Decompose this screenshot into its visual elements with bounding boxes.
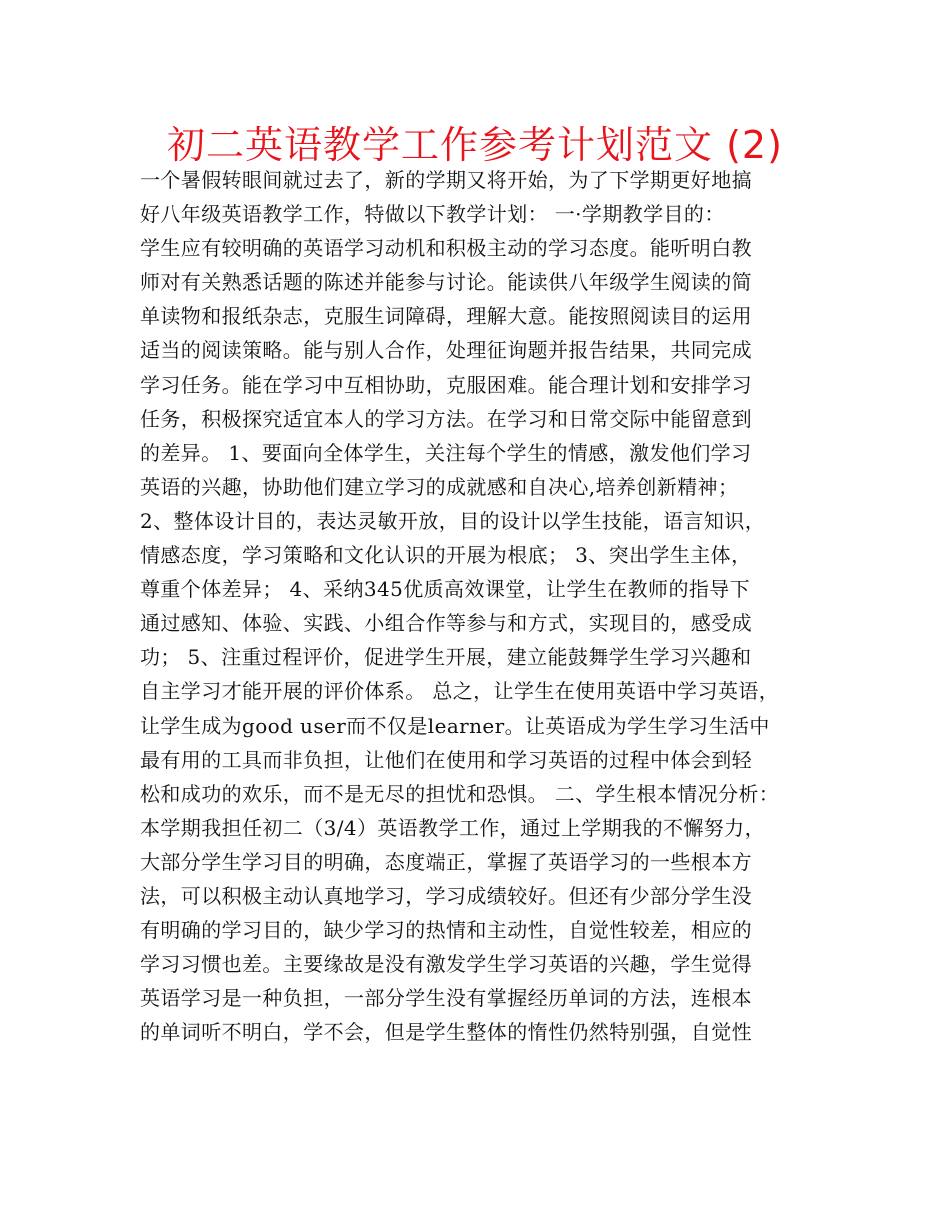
paragraph-line: 情感态度，学习策略和文化认识的开展为根底； 3、突出学生主体， bbox=[140, 543, 752, 568]
paragraph-line: 学习习惯也差。主要缘故是没有激发学生学习英语的兴趣，学生觉得 bbox=[140, 952, 752, 977]
paragraph-line: 法，可以积极主动认真地学习，学习成绩较好。但还有少部分学生没 bbox=[140, 883, 752, 908]
paragraph-line: 任务，积极探究适宜本人的学习方法。在学习和日常交际中能留意到 bbox=[140, 406, 752, 431]
paragraph-line: 本学期我担任初二（3/4）英语教学工作，通过上学期我的不懈努力， bbox=[140, 815, 765, 840]
paragraph-line: 一个暑假转眼间就过去了，新的学期又将开始，为了下学期更好地搞 bbox=[140, 168, 752, 192]
paragraph-line: 最有用的工具而非负担，让他们在使用和学习英语的过程中体会到轻 bbox=[140, 747, 752, 772]
paragraph-line: 好八年级英语教学工作，特做以下教学计划： 一·学期教学目的： bbox=[140, 202, 725, 227]
paragraph-line: 自主学习才能开展的评价体系。 总之，让学生在使用英语中学习英语， bbox=[140, 679, 780, 704]
paragraph-line: 师对有关熟悉话题的陈述并能参与讨论。能读供八年级学生阅读的简 bbox=[140, 270, 752, 295]
paragraph-line: 功； 5、注重过程评价，促进学生开展，建立能鼓舞学生学习兴趣和 bbox=[140, 645, 752, 670]
paragraph-line: 大部分学生学习目的明确，态度端正，掌握了英语学习的一些根本方 bbox=[140, 849, 752, 874]
paragraph-line: 的差异。 1、要面向全体学生，关注每个学生的情感，激发他们学习 bbox=[140, 440, 752, 465]
paragraph-line: 英语的兴趣，协助他们建立学习的成就感和自决心,培养创新精神； bbox=[140, 474, 739, 499]
paragraph-line: 让学生成为good user而不仅是learner。让英语成为学生学习生活中 bbox=[140, 713, 770, 738]
document-body bbox=[140, 163, 820, 1049]
paragraph-line: 学生应有较明确的英语学习动机和积极主动的学习态度。能听明白教 bbox=[140, 236, 752, 261]
paragraph-line: 有明确的学习目的，缺少学习的热情和主动性，自觉性较差，相应的 bbox=[140, 918, 752, 943]
paragraph-line: 2、整体设计目的，表达灵敏开放，目的设计以学生技能，语言知识， bbox=[140, 508, 766, 533]
paragraph-line: 学习任务。能在学习中互相协助，克服困难。能合理计划和安排学习 bbox=[140, 372, 752, 397]
paragraph-line: 尊重个体差异； 4、采纳345优质高效课堂，让学生在教师的指导下 bbox=[140, 577, 751, 602]
paragraph-line: 英语学习是一种负担，一部分学生没有掌握经历单词的方法，连根本 bbox=[140, 986, 752, 1011]
document-title: 初二英语教学工作参考计划范文 (2) bbox=[167, 123, 783, 167]
paragraph-line: 适当的阅读策略。能与别人合作，处理征询题并报告结果，共同完成 bbox=[140, 338, 752, 363]
paragraph-line: 通过感知、体验、实践、小组合作等参与和方式，实现目的，感受成 bbox=[140, 611, 752, 636]
paragraph-line: 单读物和报纸杂志，克服生词障碍，理解大意。能按照阅读目的运用 bbox=[140, 304, 752, 329]
paragraph-line: 松和成功的欢乐，而不是无尽的担忧和恐惧。 二、学生根本情况分析： bbox=[140, 781, 780, 806]
paragraph-line: 的单词听不明白，学不会，但是学生整体的惰性仍然特别强，自觉性 bbox=[140, 1020, 752, 1045]
